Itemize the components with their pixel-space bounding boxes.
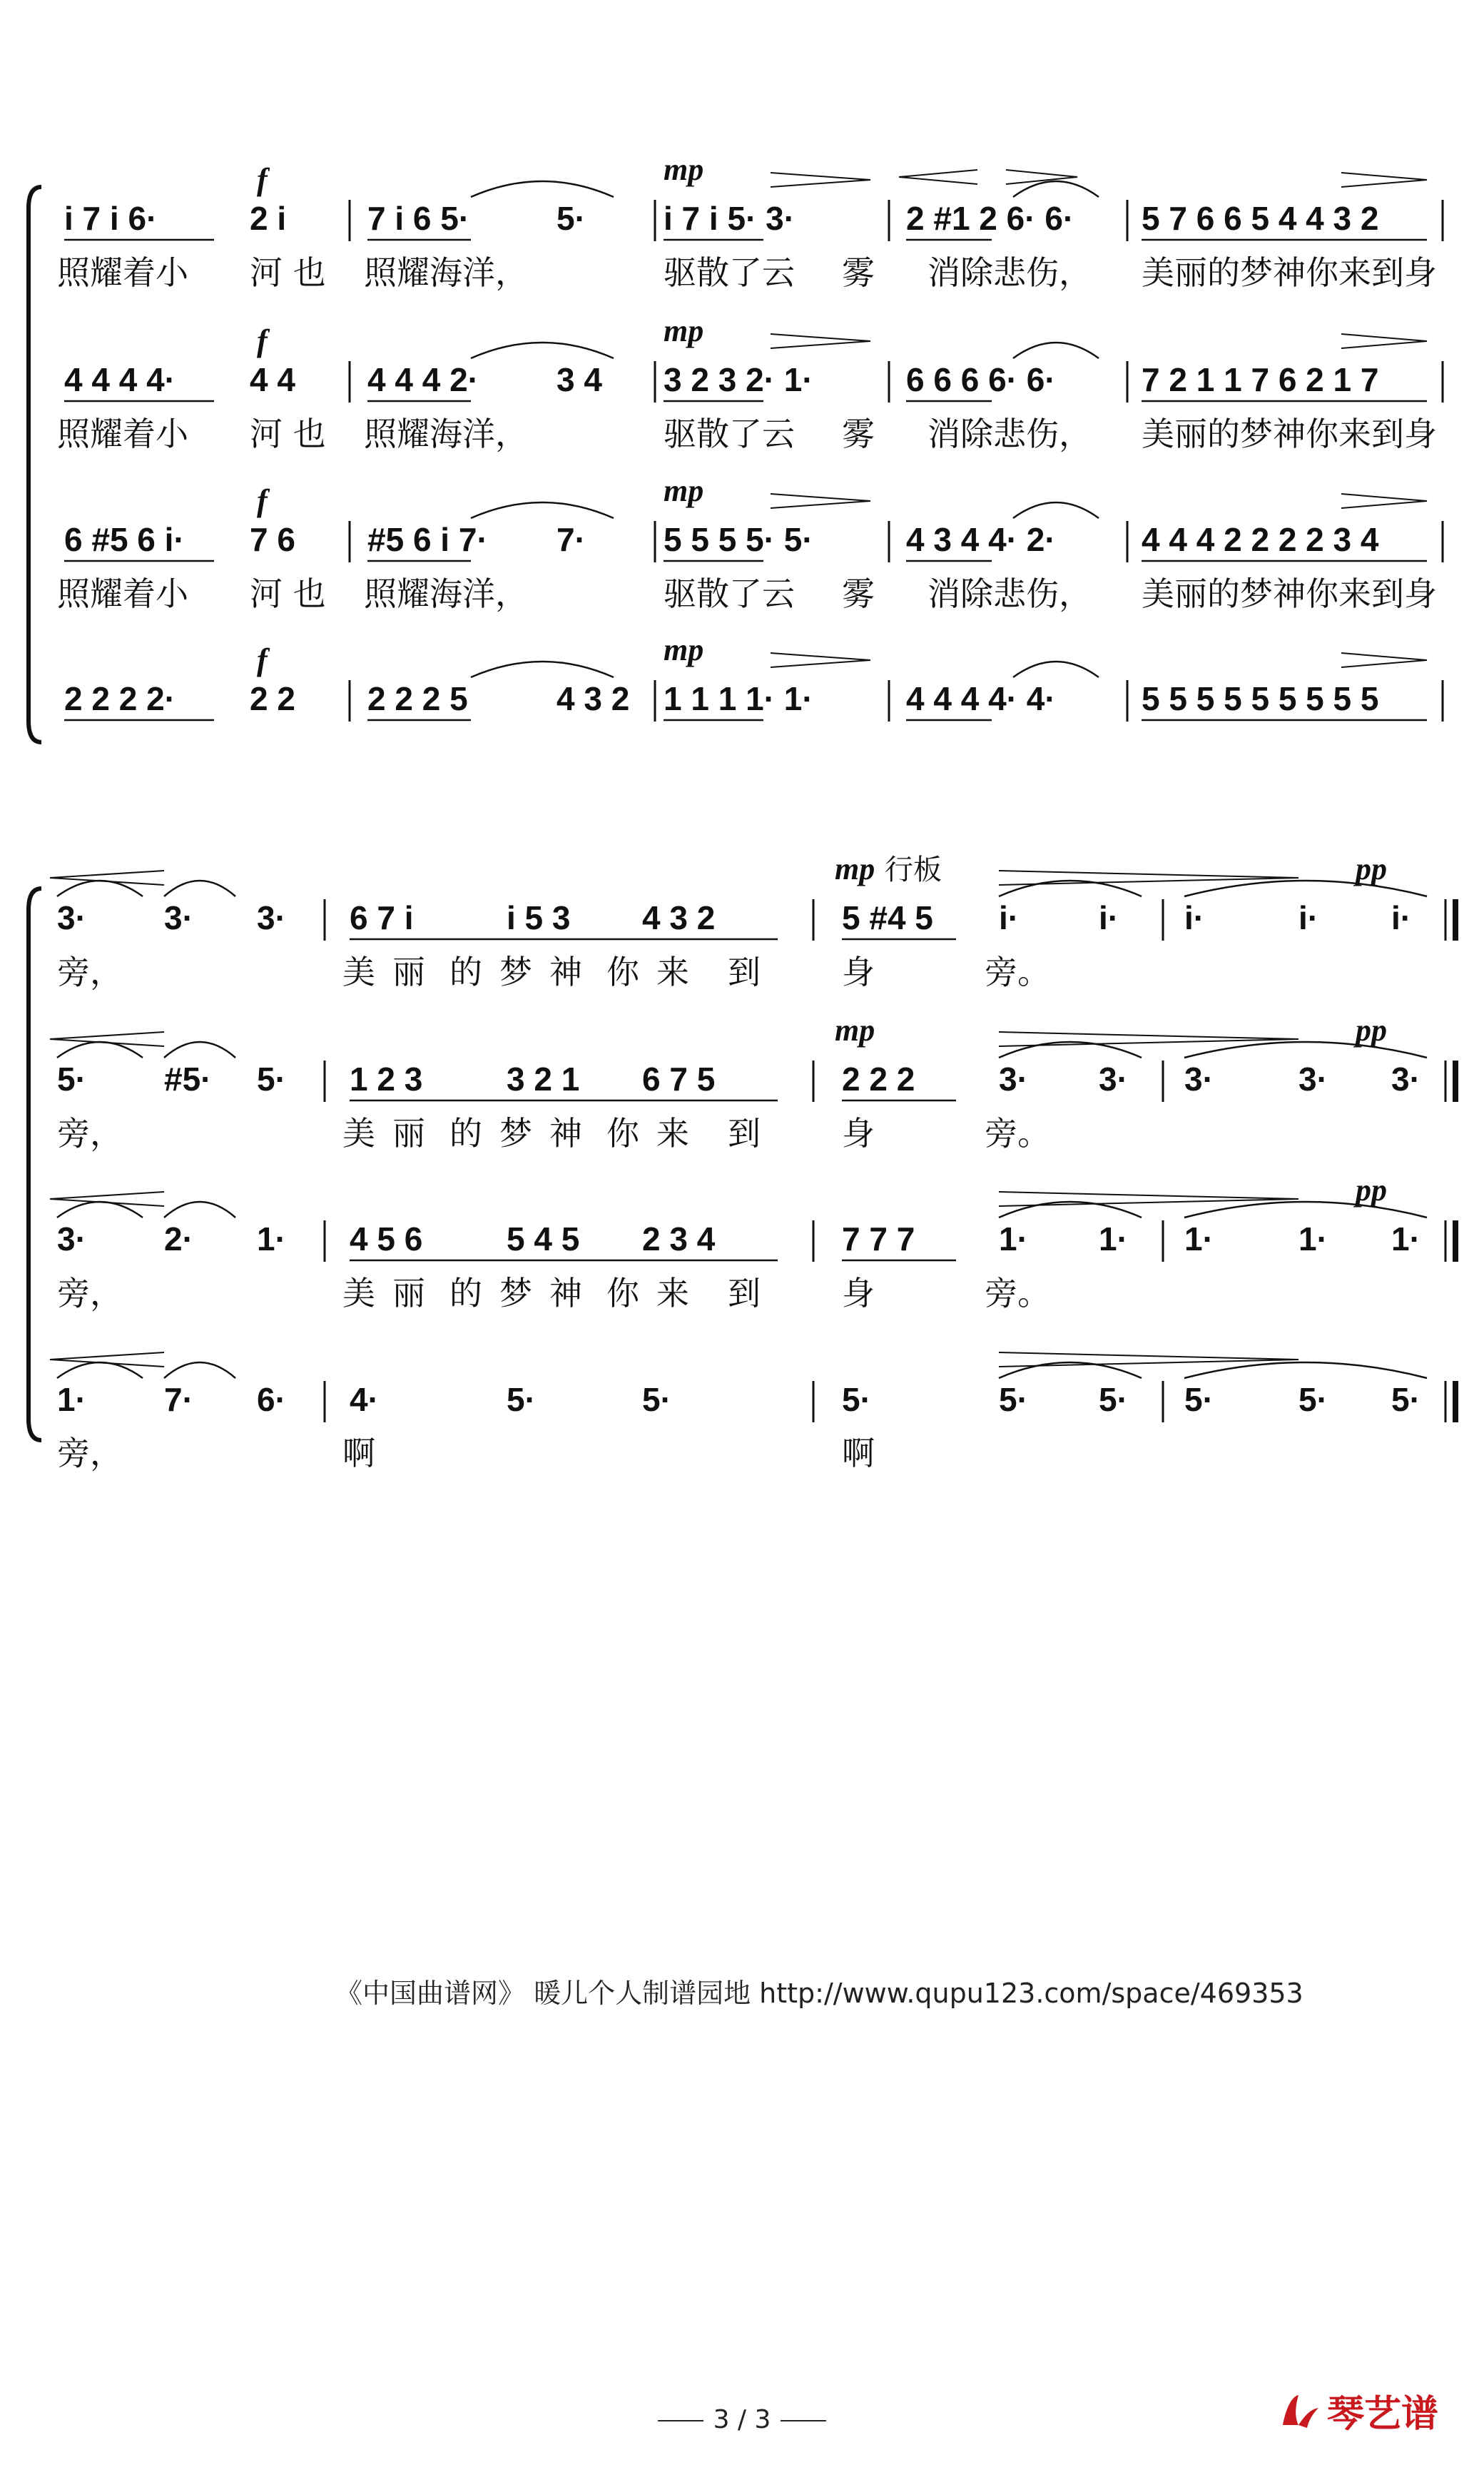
voice3-note-group: #5 6 i 7· <box>367 521 488 558</box>
voice3-note-group: 1· <box>1391 1220 1421 1257</box>
voice2-lyric: 雾 <box>842 415 875 453</box>
voice1-lyric: 雾 <box>842 253 875 292</box>
voice3-lyric: 的 <box>449 1274 482 1312</box>
voice1-lyric: 到 <box>728 953 761 991</box>
voice4-note-group: 5· <box>1099 1381 1128 1418</box>
crescendo-hairpin <box>50 1032 164 1046</box>
voice3-lyric: 旁， <box>57 1274 123 1312</box>
voice2-lyric: 丽 <box>392 1114 425 1153</box>
voice4-note-group: 5· <box>642 1381 671 1418</box>
crescendo-hairpin <box>50 871 164 885</box>
slur <box>471 502 614 518</box>
slur <box>164 881 235 896</box>
decrescendo-hairpin <box>1341 653 1427 667</box>
voice4-note-group: 5· <box>842 1381 871 1418</box>
voice1-lyric: 河 也 <box>250 253 326 292</box>
voice1-note-group: 6 7 i <box>350 899 414 936</box>
voice3-lyric: 神 <box>549 1274 582 1312</box>
page-number-dash-left <box>658 2420 703 2421</box>
slur <box>164 1362 235 1378</box>
voice1-note-group: i· <box>1099 899 1119 936</box>
dynamic-pianissimo: pp <box>1356 851 1387 886</box>
voice1-note-group: 5· <box>556 200 586 237</box>
voice1-lyric: 消除悲伤， <box>928 253 1092 292</box>
voice3-lyric: 消除悲伤， <box>928 575 1092 613</box>
qinyipu-logo <box>1277 2384 1438 2437</box>
tempo-marking: 行板 <box>885 854 942 886</box>
slur <box>164 1042 235 1058</box>
page-number-text: 3 / 3 <box>713 2405 771 2434</box>
voice1-note-group: 2 #1 2 6· 6· <box>906 200 1074 237</box>
logo-text: 琴艺谱 <box>1327 2393 1439 2436</box>
voice1-lyric: 神 <box>549 953 582 991</box>
voice4-note-group: 6· <box>257 1381 286 1418</box>
voice3-lyric: 身 <box>842 1274 875 1312</box>
voice2-note-group: 5· <box>57 1061 86 1098</box>
footer-credit: 《中国曲谱网》 暖儿个人制谱园地 http://www.qupu123.com/space/469353 <box>335 1978 1303 2009</box>
voice2-note-group: 3 2 1 <box>507 1061 580 1098</box>
voice1-note-group: 7 i 6 5· <box>367 200 470 237</box>
voice1-note-group: i 5 3 <box>507 899 571 936</box>
voice4-note-group: 5· <box>1298 1381 1328 1418</box>
voice3-note-group: 4 4 4 2 2 2 2 3 4 <box>1142 521 1379 558</box>
voice2-note-group: 1 2 3 <box>350 1061 423 1098</box>
voice3-lyric: 丽 <box>392 1274 425 1312</box>
voice2-note-group: 7 2 1 1 7 6 2 1 7 <box>1142 361 1379 398</box>
slur <box>471 181 614 197</box>
voice4-note-group: 4 4 4 4· 4· <box>906 680 1056 717</box>
voice3-note-group: 2· <box>164 1220 193 1257</box>
dynamic-forte: f <box>257 642 268 677</box>
voice4-note-group: 4 3 2 <box>556 680 630 717</box>
voice3-note-group: 5 5 5 5· 5· <box>664 521 813 558</box>
voice1-lyric: 驱散了云 <box>664 253 795 292</box>
voice3-note-group: 1· <box>257 1220 286 1257</box>
crescendo-hairpin <box>50 1352 164 1367</box>
voice2-note-group: 3· <box>1391 1061 1421 1098</box>
voice1-note-group: 3· <box>57 899 86 936</box>
dynamic-mezzo-piano: mp <box>835 1013 875 1048</box>
system-bracket-2 <box>29 889 41 1440</box>
slur <box>1013 502 1099 518</box>
decrescendo-hairpin <box>771 653 870 667</box>
dynamic-forte: f <box>257 323 268 358</box>
decrescendo-hairpin <box>771 173 870 187</box>
voice1-note-group: i 7 i 6· <box>64 200 158 237</box>
voice2-lyric: 来 <box>656 1114 689 1153</box>
voice4-note-group: 2 2 2 5 <box>367 680 468 717</box>
voice3-lyric: 雾 <box>842 575 875 613</box>
voice3-lyric: 河 也 <box>250 575 326 613</box>
voice4-note-group: 2 2 <box>250 680 295 717</box>
slur <box>164 1202 235 1218</box>
voice3-note-group: 1· <box>999 1220 1028 1257</box>
voice3-lyric: 美 <box>342 1274 375 1312</box>
voice1-lyric: 旁。 <box>985 953 1050 991</box>
voice2-note-group: 2 2 2 <box>842 1061 915 1098</box>
voice2-note-group: 5· <box>257 1061 286 1098</box>
page-number <box>0 2405 1484 2434</box>
voice1-lyric: 美 <box>342 953 375 991</box>
voice4-note-group: 5· <box>507 1381 536 1418</box>
slur <box>1184 881 1427 896</box>
voice1-note-group: 5 #4 5 <box>842 899 933 936</box>
voice4-note-group: 1 1 1 1· 1· <box>664 680 813 717</box>
voice2-note-group: 3 4 <box>556 361 602 398</box>
voice1-lyric: 梦 <box>499 953 532 991</box>
voice3-note-group: 2 3 4 <box>642 1220 716 1257</box>
voice2-note-group: 3 2 3 2· 1· <box>664 361 813 398</box>
logo-mark-icon <box>1277 2388 1323 2434</box>
voice3-lyric: 你 <box>606 1274 639 1312</box>
voice1-note-group: i· <box>1184 899 1205 936</box>
dynamic-mezzo-piano: mp <box>664 473 704 508</box>
voice2-lyric: 的 <box>449 1114 482 1153</box>
voice3-lyric: 驱散了云 <box>664 575 795 613</box>
slur <box>1013 181 1099 197</box>
voice1-note-group: i· <box>1391 899 1412 936</box>
voice4-lyric: 旁， <box>57 1434 123 1472</box>
voice2-note-group: 4 4 <box>250 361 295 398</box>
voice1-note-group: 4 3 2 <box>642 899 716 936</box>
voice2-lyric: 照耀海洋， <box>364 415 528 453</box>
voice2-lyric: 旁。 <box>985 1114 1050 1153</box>
voice1-lyric: 照耀着小 <box>57 253 188 292</box>
voice4-note-group: 4· <box>350 1381 379 1418</box>
voice2-lyric: 照耀着小 <box>57 415 188 453</box>
slur <box>1013 662 1099 677</box>
voice2-lyric: 旁， <box>57 1114 123 1153</box>
voice3-lyric: 美丽的梦神你来到身 <box>1142 575 1437 613</box>
voice2-note-group: 4 4 4 4· <box>64 361 176 398</box>
voice2-lyric: 你 <box>606 1114 639 1153</box>
voice2-lyric: 美丽的梦神你来到身 <box>1142 415 1437 453</box>
voice2-lyric: 到 <box>728 1114 761 1153</box>
voice3-note-group: 1· <box>1184 1220 1214 1257</box>
voice2-note-group: 3· <box>1099 1061 1128 1098</box>
voice3-note-group: 7 6 <box>250 521 295 558</box>
system-bracket-1 <box>29 187 41 742</box>
voice1-note-group: i· <box>999 899 1020 936</box>
voice4-note-group: 5· <box>1391 1381 1421 1418</box>
voice2-lyric: 梦 <box>499 1114 532 1153</box>
voice4-note-group: 5· <box>1184 1381 1214 1418</box>
voice1-lyric: 身 <box>842 953 875 991</box>
voice3-lyric: 照耀海洋， <box>364 575 528 613</box>
dynamic-mezzo-piano: mp <box>835 851 875 886</box>
voice1-lyric: 旁， <box>57 953 123 991</box>
voice1-lyric: 你 <box>606 953 639 991</box>
slur <box>1184 1362 1427 1378</box>
dynamic-pianissimo: pp <box>1356 1173 1387 1208</box>
voice2-lyric: 神 <box>549 1114 582 1153</box>
voice2-note-group: 3· <box>1298 1061 1328 1098</box>
voice2-lyric: 美 <box>342 1114 375 1153</box>
voice2-note-group: 6 6 6 6· 6· <box>906 361 1056 398</box>
voice3-lyric: 旁。 <box>985 1274 1050 1312</box>
voice2-lyric: 身 <box>842 1114 875 1153</box>
slur <box>471 662 614 677</box>
dynamic-mezzo-piano: mp <box>664 632 704 667</box>
voice1-note-group: i 7 i 5· 3· <box>664 200 796 237</box>
voice2-lyric: 驱散了云 <box>664 415 795 453</box>
voice3-note-group: 7 7 7 <box>842 1220 915 1257</box>
voice1-lyric: 照耀海洋， <box>364 253 528 292</box>
slur <box>1013 343 1099 358</box>
slur <box>1184 1042 1427 1058</box>
voice3-note-group: 4 5 6 <box>350 1220 423 1257</box>
voice1-note-group: i· <box>1298 899 1319 936</box>
decrescendo-hairpin <box>1341 494 1427 508</box>
voice1-lyric: 丽 <box>392 953 425 991</box>
decrescendo-hairpin <box>1341 334 1427 348</box>
crescendo-hairpin <box>899 170 977 184</box>
page-number-dash-right <box>781 2420 826 2421</box>
voice4-note-group: 5· <box>999 1381 1028 1418</box>
slur <box>1184 1202 1427 1218</box>
voice1-note-group: 3· <box>257 899 286 936</box>
voice4-note-group: 7· <box>164 1381 193 1418</box>
voice1-lyric: 美丽的梦神你来到身 <box>1142 253 1437 292</box>
voice3-lyric: 照耀着小 <box>57 575 188 613</box>
voice3-note-group: 3· <box>57 1220 86 1257</box>
voice2-note-group: 3· <box>999 1061 1028 1098</box>
voice4-lyric: 啊 <box>842 1434 875 1472</box>
dynamic-forte: f <box>257 162 268 197</box>
voice3-note-group: 7· <box>556 521 586 558</box>
voice2-note-group: #5· <box>164 1061 212 1098</box>
dynamic-mezzo-piano: mp <box>664 313 704 348</box>
voice1-lyric: 的 <box>449 953 482 991</box>
voice1-note-group: 5 7 6 6 5 4 4 3 2 <box>1142 200 1379 237</box>
voice4-lyric: 啊 <box>342 1434 375 1472</box>
slur <box>471 343 614 358</box>
decrescendo-hairpin <box>1341 173 1427 187</box>
voice2-lyric: 消除悲伤， <box>928 415 1092 453</box>
dynamic-mezzo-piano: mp <box>664 152 704 187</box>
voice1-note-group: 2 i <box>250 200 287 237</box>
voice3-note-group: 1· <box>1298 1220 1328 1257</box>
voice2-note-group: 4 4 4 2· <box>367 361 479 398</box>
voice2-note-group: 6 7 5 <box>642 1061 716 1098</box>
voice3-note-group: 5 4 5 <box>507 1220 580 1257</box>
voice2-lyric: 河 也 <box>250 415 326 453</box>
dynamic-forte: f <box>257 483 268 518</box>
voice4-note-group: 1· <box>57 1381 86 1418</box>
voice3-note-group: 4 3 4 4· 2· <box>906 521 1056 558</box>
voice1-note-group: 3· <box>164 899 193 936</box>
decrescendo-hairpin <box>771 494 870 508</box>
voice2-note-group: 3· <box>1184 1061 1214 1098</box>
dynamic-pianissimo: pp <box>1356 1013 1387 1048</box>
voice3-lyric: 梦 <box>499 1274 532 1312</box>
voice3-note-group: 6 #5 6 i· <box>64 521 185 558</box>
voice4-note-group: 5 5 5 5 5 5 5 5 5 <box>1142 680 1379 717</box>
voice1-lyric: 来 <box>656 953 689 991</box>
decrescendo-hairpin <box>771 334 870 348</box>
voice3-lyric: 到 <box>728 1274 761 1312</box>
voice3-lyric: 来 <box>656 1274 689 1312</box>
voice4-note-group: 2 2 2 2· <box>64 680 176 717</box>
crescendo-hairpin <box>50 1192 164 1206</box>
voice3-note-group: 1· <box>1099 1220 1128 1257</box>
